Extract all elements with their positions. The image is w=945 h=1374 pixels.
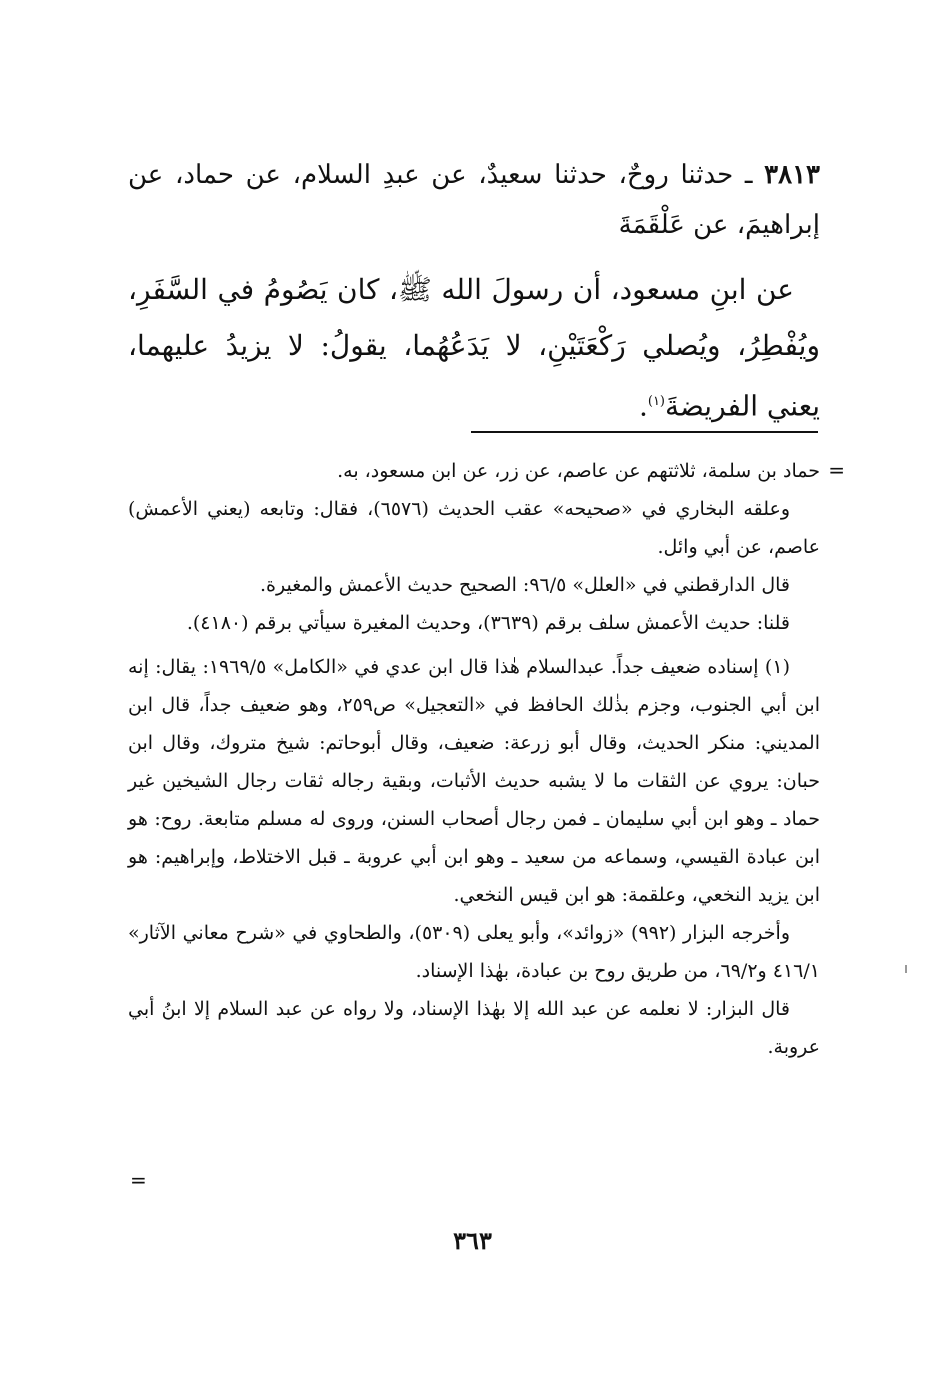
- note-paragraph: وأخرجه البزار (٩٩٢) «زوائد»، وأبو يعلى (٥٣٠٩)، والطحاوي في «شرح معاني الآثار» ٤١٦/١ و٦٩/٢، من طريق روح بن عبادة، بهٰذا الإسناد.: [128, 922, 820, 982]
- footnote-divider: [471, 431, 818, 433]
- hadith-text: [128, 150, 820, 434]
- scan-mark: [905, 965, 907, 973]
- footnote-reference: (١): [647, 394, 665, 409]
- note-paragraph: وعلقه البخاري في «صحيحه» عقب الحديث (٦٥٧٦)، فقال: وتابعه (يعني الأعمش) عاصم، عن أبي وائل.: [128, 498, 820, 558]
- hadith-isnad-line: [128, 150, 820, 250]
- note-paragraph: حماد بن سلمة، ثلاثتهم عن عاصم، عن زر، عن ابن مسعود، به.: [337, 460, 820, 482]
- continuation-end-mark: =: [130, 1168, 147, 1192]
- page-number: ٣٦٣: [453, 1226, 492, 1255]
- footnote-1: (١) إسناده ضعيف جداً. عبدالسلام هٰذا قال ابن عدي في «الكامل» ١٩٦٩/٥: يقال: إنه ابن أبي الجنوب، وجزم بذٰلك الحافظ في «التعجيل» ص٢٥٩، وهو ضعيف جداً، قال ابن المديني: منكر الحديث، وقال أبو زرعة: ضعيف، وقال أبوحاتم: شيخ متروك، وقال ابن حبان: يروي عن الثقات ما لا يشبه حديث الأثبات، وبقية رجاله ثقات رجال الشيخين غير حماد ـ وهو ابن أبي سليمان ـ فمن رجال أصحاب السنن، وروى له مسلم متابعة. روح: هو ابن عبادة القيسي، وسماعه من سعيد ـ وهو ابن أبي عروبة ـ قبل الاختلاط، وإبراهيم: هو ابن يزيد النخعي، وعلقمة: هو ابن قيس النخعي.: [128, 656, 820, 906]
- note-paragraph: قال البزار: لا نعلمه عن عبد الله إلا بهٰذا الإسناد، ولا رواه عن عبد السلام إلا ابنُ أبي عروبة.: [128, 998, 820, 1058]
- hadith-number: ٣٨١٣: [764, 160, 820, 190]
- note-paragraph: قال الدارقطني في «العلل» ٩٦/٥: الصحيح حديث الأعمش والمغيرة.: [260, 574, 790, 596]
- continuation-mark: =: [828, 458, 845, 482]
- footnotes: [128, 452, 820, 1066]
- hadith-isnad: ـ حدثنا روحٌ، حدثنا سعيدٌ، عن عبدِ السلام، عن حماد، عن إبراهيمَ، عن عَلْقَمَةَ: [128, 160, 820, 240]
- hadith-matn: عن ابنِ مسعود، أن رسولَ الله ﷺ، كان يَصُومُ في السَّفَرِ، ويُفْطِرُ، ويُصلي رَكْعَتَيْنِ، لا يَدَعُهُما، يقولُ: لا يزيدُ عليهما، يعني الفريضةَ: [128, 273, 820, 423]
- hadith-matn-line: عن ابنِ مسعود، أن رسولَ الله ﷺ، كان يَصُومُ في السَّفَرِ، ويُفْطِرُ، ويُصلي رَكْعَتَيْنِ، لا يَدَعُهُما، يقولُ: لا يزيدُ عليهما، يعني الفريضةَ$^{(١)}$.: [128, 273, 820, 423]
- note-paragraph: قلنا: حديث الأعمش سلف برقم (٣٦٣٩)، وحديث المغيرة سيأتي برقم (٤١٨٠).: [186, 612, 790, 634]
